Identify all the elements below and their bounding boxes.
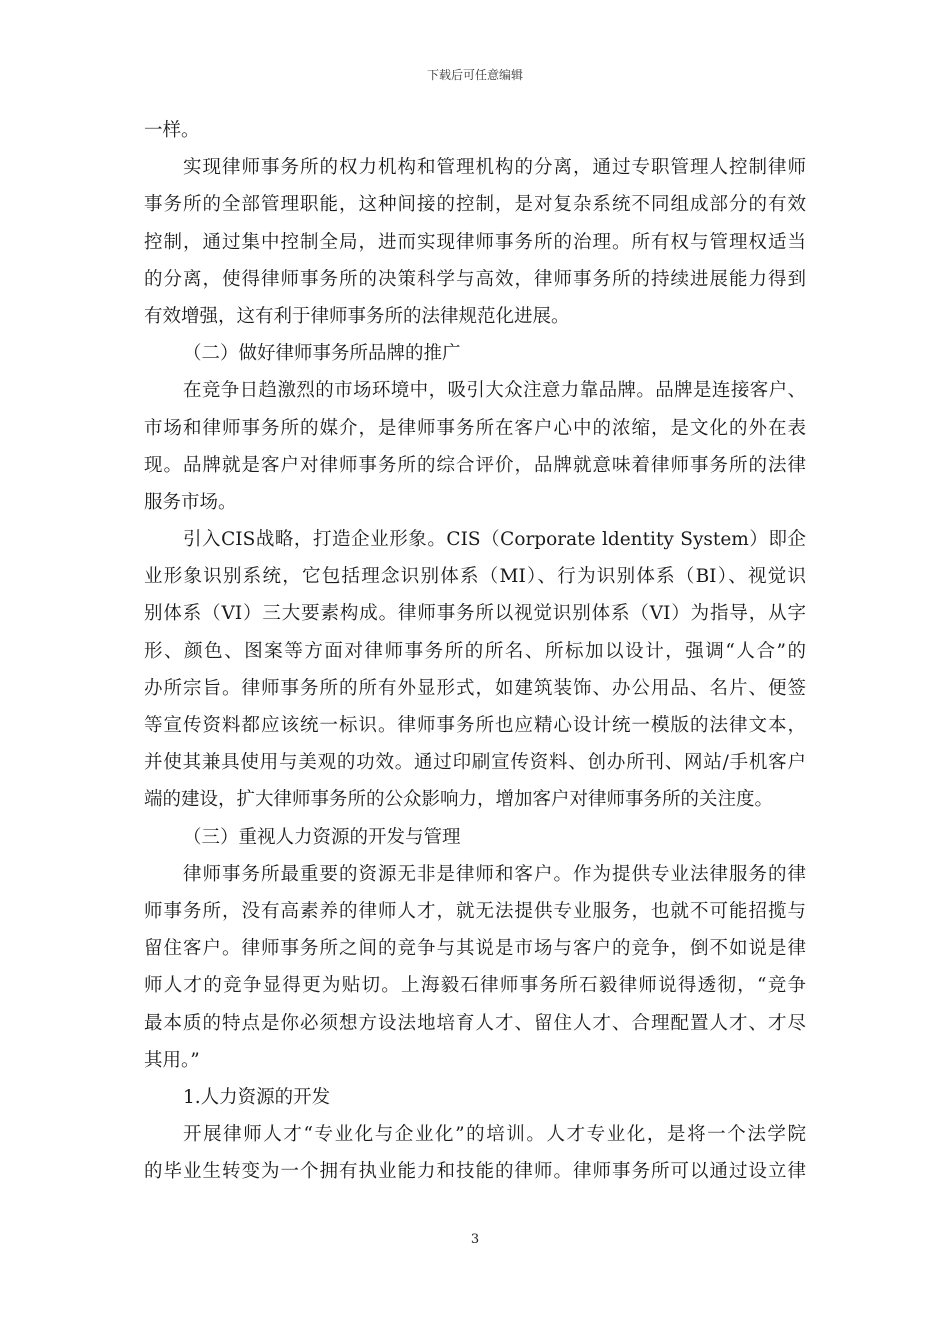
text-line: （三）重视人力资源的开发与管理 (183, 826, 461, 848)
text-line: 服务市场。 (144, 491, 237, 513)
text-line: 律师事务所最重要的资源无非是律师和客户。作为提供专业法律服务的律 (183, 863, 806, 885)
text-line: 并使其兼具使用与美观的功效。通过印刷宣传资料、创办所刊、网站/手机客户 (144, 752, 806, 774)
text-line: 师事务所，没有高素养的律师人才，就无法提供专业服务，也就不可能招揽与 (144, 900, 806, 922)
text-line: 留住客户。律师事务所之间的竞争与其说是市场与客户的竞争，倒不如说是律 (144, 938, 806, 960)
text-line: （二）做好律师事务所品牌的推广 (183, 343, 461, 365)
text-line: 业形象识别系统，它包括理念识别体系（MI）、行为识别体系（BI）、视觉识 (144, 566, 806, 588)
text-line: 市场和律师事务所的媒介，是律师事务所在客户心中的浓缩，是文化的外在表 (144, 417, 806, 439)
text-line: 等宣传资料都应该统一标识。律师事务所也应精心设计统一模版的法律文本， (144, 715, 806, 736)
text-line: 1.人力资源的开发 (183, 1086, 331, 1108)
text-line: 实现律师事务所的权力机构和管理机构的分离，通过专职管理人控制律师 (183, 157, 806, 179)
text-line: 的毕业生转变为一个拥有执业能力和技能的律师。律师事务所可以通过设立律 (144, 1161, 806, 1183)
text-line: 的分离，使得律师事务所的决策科学与高效，律师事务所的持续进展能力得到 (144, 268, 806, 290)
page-number: 3 (470, 1232, 480, 1247)
text-line: 引入CIS战略，打造企业形象。CIS（Corporate ldentity System）即企 (183, 529, 806, 551)
text-line: 在竞争日趋激烈的市场环境中，吸引大众注意力靠品牌。品牌是连接客户、 (183, 380, 806, 402)
text-line: 师人才的竞争显得更为贴切。上海毅石律师事务所石毅律师说得透彻，“竞争 (144, 975, 806, 997)
text-line: 控制，通过集中控制全局，进而实现律师事务所的治理。所有权与管理权适当 (144, 231, 806, 253)
text-line: 端的建设，扩大律师事务所的公众影响力，增加客户对律师事务所的关注度。 (144, 789, 774, 811)
document-body (144, 112, 806, 1190)
text-line: 事务所的全部管理职能，这种间接的控制，是对复杂系统不同组成部分的有效 (144, 194, 806, 216)
text-line: 其用。” (144, 1049, 200, 1071)
text-line: 一样。 (144, 120, 200, 141)
page-header: 下载后可任意编辑 (426, 68, 523, 82)
text-line: 最本质的特点是你必须想方设法地培育人才、留住人才、合理配置人才、才尽 (144, 1012, 806, 1034)
text-line: 现。品牌就是客户对律师事务所的综合评价，品牌就意味着律师事务所的法律 (144, 454, 806, 476)
text-line: 有效增强，这有利于律师事务所的法律规范化进展。 (144, 305, 570, 327)
text-line: 别体系（VI）三大要素构成。律师事务所以视觉识别体系（VI）为指导，从字 (144, 603, 806, 625)
text-line: 形、颜色、图案等方面对律师事务所的所名、所标加以设计，强调“人合”的 (144, 640, 806, 662)
text-line: 开展律师人才“专业化与企业化”的培训。人才专业化，是将一个法学院 (183, 1124, 806, 1146)
text-line: 办所宗旨。律师事务所的所有外显形式，如建筑装饰、办公用品、名片、便签 (144, 677, 806, 699)
